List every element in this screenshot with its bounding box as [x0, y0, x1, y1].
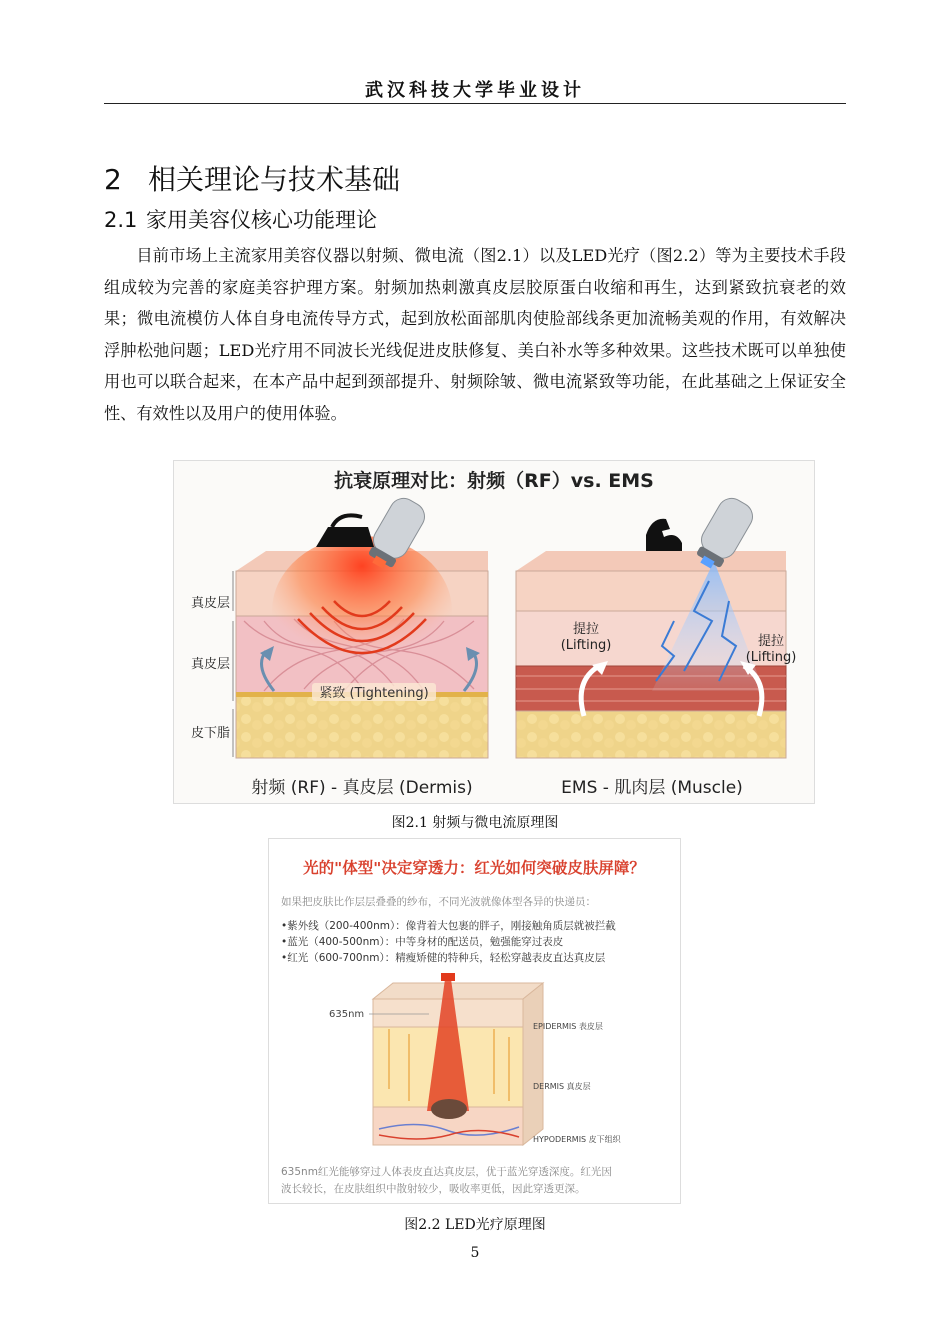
- muscle-arm-icon: [646, 519, 682, 551]
- figure2-footer-line1: 635nm红光能够穿过人体表皮直达真皮层，优于蓝光穿透深度。红光因: [281, 1166, 612, 1178]
- wavelength-label: 635nm: [329, 1009, 365, 1020]
- section-title: 家用美容仪核心功能理论: [146, 208, 377, 232]
- page-number: 5: [470, 1245, 480, 1261]
- figure2-bullet-blue: •蓝光（400-500nm）：中等身材的配送员，勉强能穿过表皮: [281, 936, 564, 948]
- ems-right-label-en: (Lifting): [745, 650, 797, 665]
- rf-caption: 射频 (RF) - 真皮层 (Dermis): [251, 778, 473, 798]
- ems-right-label-cn: 提拉: [757, 634, 785, 649]
- chapter-title: 相关理论与技术基础: [148, 163, 401, 196]
- figure2-caption: 图2.2 LED光疗原理图: [404, 1217, 546, 1233]
- section-heading: [104, 204, 377, 234]
- layer-label-1: 真皮层: [190, 596, 230, 611]
- ems-panel: [516, 493, 796, 758]
- chapter-heading: [104, 158, 400, 198]
- rf-panel: [236, 493, 488, 758]
- figure-rf-ems-illustration: [174, 461, 814, 803]
- layer-dermis: DERMIS 真皮层: [533, 1082, 591, 1091]
- figure-led: [268, 838, 681, 1204]
- layer-label-2: 真皮层: [190, 657, 230, 672]
- figure1-caption: 图2.1 射频与微电流原理图: [391, 815, 559, 831]
- figure2-title: 光的"体型"决定穿透力：红光如何突破皮肤屏障？: [303, 859, 645, 877]
- figure2-bullet-uv: •紫外线（200-400nm）：像背着大包裹的胖子，刚接触角质层就被拦截: [281, 920, 616, 932]
- rf-tightening-label: 紧致 (Tightening): [319, 686, 429, 701]
- chapter-number: 2: [104, 163, 122, 196]
- header-rule: [104, 103, 846, 104]
- ems-left-label-cn: 提拉: [572, 622, 600, 637]
- figure-rf-ems: [173, 460, 815, 804]
- layer-label-3: 皮下脂: [190, 726, 230, 741]
- figure2-footer-line2: 波长较长，在皮肤组织中散射较少，吸收率更低，因此穿透更深。: [281, 1183, 586, 1195]
- figure2-intro: 如果把皮肤比作层层叠叠的纱布，不同光波就像体型各异的快递员：: [281, 896, 596, 908]
- layer-hypodermis: HYPODERMIS 皮下组织: [533, 1135, 621, 1144]
- figure1-title: 抗衰原理对比：射频（RF）vs. EMS: [334, 470, 654, 492]
- skin-block: [373, 973, 543, 1145]
- running-header: 武汉科技大学毕业设计: [365, 80, 585, 101]
- ems-caption: EMS - 肌肉层 (Muscle): [561, 778, 743, 798]
- figure-led-illustration: [269, 839, 680, 1203]
- section-number: 2.1: [104, 208, 138, 232]
- body-paragraph: 目前市场上主流家用美容仪器以射频、微电流（图2.1）以及LED光疗（图2.2）等为主要技术手段组成较为完善的家庭美容护理方案。射频加热刺激真皮层胶原蛋白收缩和再生，达到紧致抗衰老的效果；微电流模仿人体自身电流传导方式，起到放松面部肌肉使脸部线条更加流畅美观的作用，有效解决浮肿松弛问题；LED光疗用不同波长光线促进皮肤修复、美白补水等多种效果。这些技术既可以单独使用也可以联合起来，在本产品中起到颈部提升、射频除皱、微电流紧致等功能，在此基础之上保证安全性、有效性以及用户的使用体验。: [104, 246, 846, 423]
- ems-left-label-en: (Lifting): [560, 638, 612, 653]
- iron-icon: [316, 515, 374, 547]
- layer-epidermis: EPIDERMIS 表皮层: [533, 1022, 603, 1031]
- figure2-bullet-red: •红光（600-700nm）：精瘦矫健的特种兵，轻松穿越表皮直达真皮层: [281, 952, 606, 964]
